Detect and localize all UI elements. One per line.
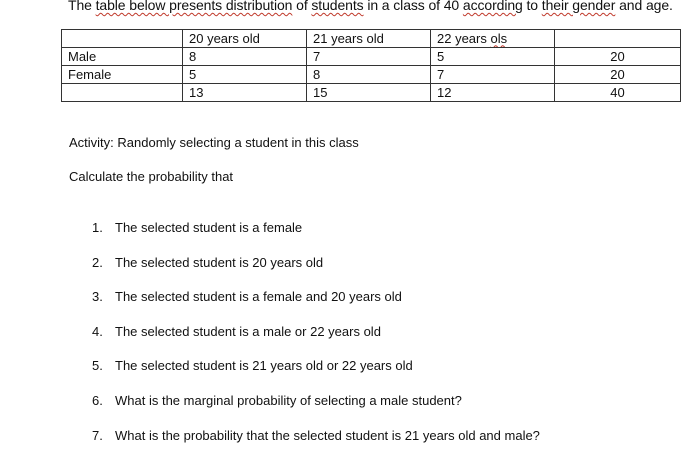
cell-male-21: 7 bbox=[307, 48, 431, 66]
list-item bbox=[92, 427, 540, 461]
list-item bbox=[92, 357, 540, 392]
intro-segment: in a class of 40 bbox=[363, 0, 463, 13]
header-cell-21-years: 21 years old bbox=[307, 30, 431, 48]
cell-male-22: 5 bbox=[431, 48, 555, 66]
intro-segment: and age. bbox=[615, 0, 673, 13]
cell-total-20: 13 bbox=[183, 84, 307, 102]
table-header-row bbox=[62, 30, 681, 48]
intro-segment: to bbox=[522, 0, 542, 13]
cell-female-total: 20 bbox=[555, 66, 681, 84]
instruction-text: Calculate the probability that bbox=[69, 169, 234, 184]
header-cell-22-years-spellcheck: ols bbox=[490, 30, 508, 46]
question-number: 3. bbox=[92, 289, 103, 305]
question-text: The selected student is 21 years old or 22 years old bbox=[115, 358, 413, 374]
header-cell-total bbox=[555, 30, 681, 48]
row-label-female: Female bbox=[62, 66, 183, 84]
question-number: 7. bbox=[92, 427, 103, 443]
question-text: The selected student is a female and 20 years old bbox=[115, 289, 402, 305]
intro-segment-spellcheck: according bbox=[462, 0, 523, 13]
question-number: 5. bbox=[92, 358, 103, 374]
question-text: What is the probability that the selected student is 21 years old and male? bbox=[115, 427, 540, 443]
header-cell-22-years: 22 years ols bbox=[431, 30, 555, 48]
intro-segment-spellcheck: table below presents distribution bbox=[95, 0, 293, 13]
cell-total-21: 15 bbox=[307, 84, 431, 102]
list-item bbox=[92, 288, 540, 323]
question-text: The selected student is 20 years old bbox=[115, 254, 324, 270]
intro-segment: The bbox=[68, 0, 96, 13]
question-number: 2. bbox=[92, 254, 103, 270]
distribution-table bbox=[61, 29, 681, 102]
intro-segment: of bbox=[292, 0, 312, 13]
activity-text: Activity: Randomly selecting a student in this class bbox=[69, 135, 359, 150]
table-row-total bbox=[62, 84, 681, 102]
question-text: The selected student is a female bbox=[115, 220, 303, 235]
list-item bbox=[92, 254, 540, 289]
intro-sentence bbox=[68, 0, 673, 13]
row-label-total bbox=[62, 84, 183, 102]
cell-total-22: 12 bbox=[431, 84, 555, 102]
header-cell-20-years: 20 years old bbox=[183, 30, 307, 48]
table-row-male bbox=[62, 48, 681, 66]
cell-female-22: 7 bbox=[431, 66, 555, 84]
question-list bbox=[92, 219, 540, 461]
question-number: 1. bbox=[92, 220, 103, 235]
list-item bbox=[92, 392, 540, 427]
question-text: What is the marginal probability of selecting a male student? bbox=[115, 392, 462, 408]
cell-grand-total: 40 bbox=[555, 84, 681, 102]
list-item bbox=[92, 219, 540, 254]
question-text: The selected student is a male or 22 years old bbox=[115, 323, 381, 339]
question-number: 6. bbox=[92, 392, 103, 408]
cell-female-21: 8 bbox=[307, 66, 431, 84]
cell-male-total: 20 bbox=[555, 48, 681, 66]
row-label-male: Male bbox=[62, 48, 183, 66]
table-row-female bbox=[62, 66, 681, 84]
intro-segment-spellcheck: students bbox=[311, 0, 364, 13]
header-cell-empty bbox=[62, 30, 183, 48]
cell-female-20: 5 bbox=[183, 66, 307, 84]
intro-segment-spellcheck: their gender bbox=[541, 0, 616, 13]
list-item bbox=[92, 323, 540, 358]
cell-male-20: 8 bbox=[183, 48, 307, 66]
question-number: 4. bbox=[92, 323, 103, 339]
